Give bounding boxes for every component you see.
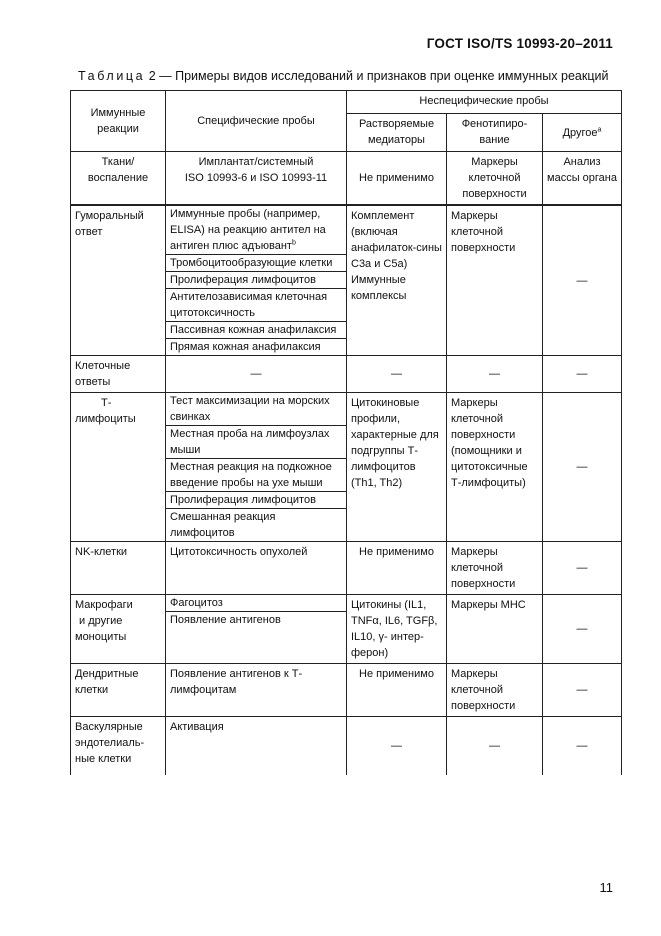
row-humoral-other: — (543, 205, 622, 356)
tcell-test: Местная проба на лимфоузлах мыши (166, 426, 346, 459)
row-dendritic-other: — (543, 664, 622, 717)
row-nk-soluble: Не применимо (347, 542, 447, 595)
row-vascular-soluble: — (347, 717, 447, 775)
row-dendritic-soluble: Не применимо (347, 664, 447, 717)
humoral-test: Иммунные пробы (например, ELISA) на реакцию антител на антиген плюс адъювант$^b$ (166, 206, 346, 255)
macro-test: Фагоцитоз (166, 595, 346, 612)
row-macro-other: — (543, 595, 622, 664)
row-nk-reaction: NK-клетки (71, 542, 166, 595)
col-header-phenotyping: Фенотипиро-вание (447, 114, 543, 152)
row-humoral-reaction: Гуморальный ответ (71, 205, 166, 356)
tcell-test: Тест максимизации на морских свинках (166, 393, 346, 426)
row-macro-reaction: Макрофаги и другие моноциты (71, 595, 166, 664)
row-cellular-other: — (543, 356, 622, 393)
footnote-b: b (291, 239, 296, 247)
row-nk-other: — (543, 542, 622, 595)
humoral-test: Тромбоцитообразующие клетки (166, 255, 346, 272)
caption-text: — Примеры видов исследований и признаков при оценке иммунных реакций (159, 69, 609, 83)
row-cellular-reaction: Клеточные ответы (71, 356, 166, 393)
col-header-reactions: Иммунные реакции (71, 91, 166, 152)
row-macro-specific (166, 595, 347, 664)
row-vascular-reaction: Васкулярные эндотелиаль-ные клетки (71, 717, 166, 775)
row-tcells-specific (166, 393, 347, 542)
col-header-nonspecific: Неспецифические пробы (347, 91, 622, 114)
page-number: 11 (599, 880, 613, 895)
row-tissue-soluble: Не применимо (347, 152, 447, 206)
document-header: ГОСТ ISO/TS 10993-20–2011 (426, 36, 613, 51)
humoral-test: Антителозависимая клеточная цитотоксичность (166, 289, 346, 322)
row-cellular-soluble: — (347, 356, 447, 393)
col-header-soluble: Растворяемые медиаторы (347, 114, 447, 152)
col-header-specific: Специфические пробы (166, 91, 347, 152)
row-tcells-phenotyping: Маркеры клеточной поверхности (помощники и цитотоксичные Т-лимфоциты) (447, 393, 543, 542)
row-tissue-specific: Имплантат/системный ISO 10993-6 и ISO 10993-11 (166, 152, 347, 206)
row-tissue-other: Анализ массы органа (543, 152, 622, 206)
row-vascular-phenotyping: — (447, 717, 543, 775)
humoral-test: Пролиферация лимфоцитов (166, 272, 346, 289)
row-nk-phenotyping: Маркеры клеточной поверхности (447, 542, 543, 595)
humoral-test: Прямая кожная анафилаксия (170, 341, 321, 353)
immune-table (70, 90, 622, 775)
row-cellular-specific: — (166, 356, 347, 393)
row-dendritic-reaction: Дендритные клетки (71, 664, 166, 717)
footnote-a: a (597, 125, 602, 133)
row-nk-specific: Цитотоксичность опухолей (166, 542, 347, 595)
row-humoral-soluble: Комплемент (включая анафилаток-сины C3a и C5a) Иммунные комплексы (347, 205, 447, 356)
row-dendritic-specific: Появление антигенов к Т-лимфоцитам (166, 664, 347, 717)
row-macro-phenotyping: Маркеры MHC (447, 595, 543, 664)
tcell-test: Местная реакция на подкожное введение пробы на ухе мыши (166, 459, 346, 492)
row-tissue-reaction: Ткани/ воспаление (71, 152, 166, 206)
row-tcells-other: — (543, 393, 622, 542)
row-vascular-other: — (543, 717, 622, 775)
macro-test: Появление антигенов (170, 614, 281, 626)
table-caption (78, 69, 608, 83)
row-tissue-phenotyping: Маркеры клеточной поверхности (447, 152, 543, 206)
row-cellular-phenotyping: — (447, 356, 543, 393)
row-humoral-specific (166, 205, 347, 356)
humoral-test: Пассивная кожная анафилаксия (166, 322, 346, 339)
row-tcells-reaction: Т- лимфоциты (71, 393, 166, 542)
caption-label: Таблица (78, 69, 146, 83)
caption-number: 2 (148, 69, 156, 83)
row-dendritic-phenotyping: Маркеры клеточной поверхности (447, 664, 543, 717)
row-tcells-soluble: Цитокиновые профили, характерные для подгруппы Т-лимфоцитов (Th1, Th2) (347, 393, 447, 542)
tcell-test: Пролиферация лимфоцитов (166, 492, 346, 509)
row-humoral-phenotyping: Маркеры клеточной поверхности (447, 205, 543, 356)
row-vascular-specific: Активация (166, 717, 347, 775)
row-macro-soluble: Цитокины (IL1, TNFα, IL6, TGFβ, IL10, γ- интер-ферон) (347, 595, 447, 664)
col-header-other: Другое$^a$ (543, 114, 622, 152)
tcell-test: Смешанная реакция лимфоцитов (170, 511, 276, 539)
